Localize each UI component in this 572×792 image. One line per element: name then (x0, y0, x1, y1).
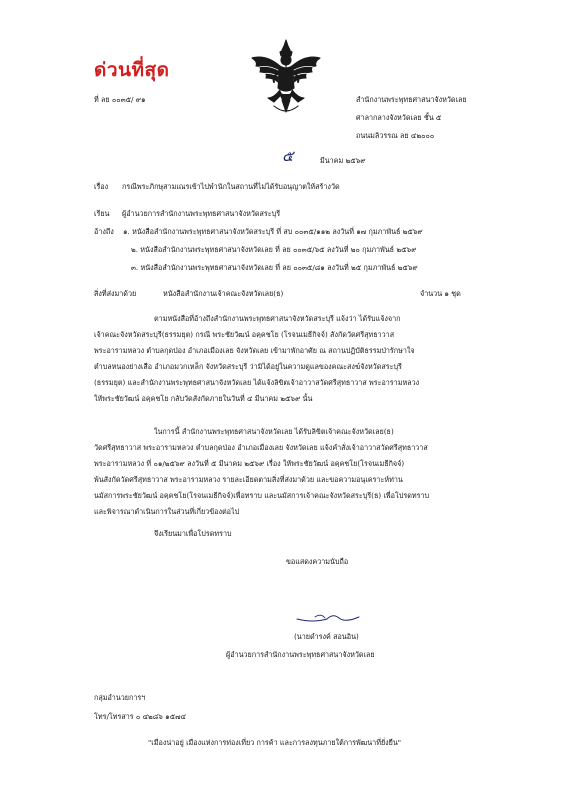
subject-text: กรณีพระภิกษุสามเณรเข้าไปพำนักในสถานที่ไม่ได้รับอนุญาตให้สร้างวัด (122, 182, 340, 191)
office-line-2: ศาลากลางจังหวัดเลย ชั้น ๕ (356, 113, 442, 122)
paragraph-line: และพิจารณาดำเนินการในส่วนที่เกี่ยวข้องต่อไป (94, 507, 240, 516)
document-number: ที่ ลย ๐๐๓๕/ ๙๑ (94, 95, 146, 104)
reference-item-2: ๒. หนังสือสำนักงานพระพุทธศาสนาจังหวัดเลย ที่ ลย ๐๐๓๕/๖๕ ลงวันที่ ๒๐ กุมภาพันธ์ ๒๕๖๙ (131, 245, 417, 254)
reference-item-3: ๓. หนังสือสำนักงานพระพุทธศาสนาจังหวัดเลย ที่ ลย ๐๐๓๕/๘๑ ลงวันที่ ๒๕ กุมภาพันธ์ ๒๕๖๙ (131, 263, 418, 272)
paragraph-line: (ธรรมยุต) และสำนักงานพระพุทธศาสนาจังหวัดเลย ได้แจ้งลิขิตเจ้าอาวาสวัดศรีสุทธาวาส พระอารามหลวง (94, 378, 420, 387)
body-paragraph-1 (94, 311, 482, 407)
office-line-3: ถนนมลิวรรณ ลย ๔๒๐๐๐ (356, 131, 435, 140)
paragraph-line: ให้พระชัยวัฒน์ อคฺคชโย กลับวัดสังกัดภายในวันที่ ๔ มีนาคม ๒๕๖๙ นั้น (94, 394, 313, 403)
paragraph-line: พระอารามหลวง ตำบลกุดป่อง อำเภอเมืองเลย จังหวัดเลย เข้ามาพักอาศัย ณ สถานปฏิบัติธรรมป่ารักษาใจ (94, 346, 415, 355)
reference-item-1: ๑. หนังสือสำนักงานพระพุทธศาสนาจังหวัดสระบุรี ที่ สบ ๐๐๓๕/๑๑๒ ลงวันที่ ๑๗ กุมภาพันธ์ ๒๕๖๙ (123, 227, 423, 236)
date-day-handwritten: ๕ (282, 147, 294, 165)
garuda-emblem-icon (244, 36, 328, 120)
office-line-1: สำนักงานพระพุทธศาสนาจังหวัดเลย (356, 95, 467, 104)
references-label: อ้างถึง (94, 227, 114, 236)
paragraph-line: ตำบลหนองย่างเสือ อำเภอมวกเหล็ก จังหวัดสระบุรี ว่ามิได้อยู่ในความดูแลของคณะสงฆ์จังหวัดสระบุรี (94, 362, 402, 371)
paragraph-line: พระอารามหลวง ที่ ๐๑/๒๕๖๙ ลงวันที่ ๕ มีนาคม ๒๕๖๙ เรื่อง ให้พระชัยวัฒน์ อคฺคชโย(โรจนเมธีกิจจ์) (94, 459, 405, 468)
signer-name: (นายดำรงค์ สอนอิน) (294, 632, 359, 641)
salutation: ขอแสดงความนับถือ (286, 557, 349, 566)
footer-slogan: "เมืองน่าอยู่ เมืองแห่งการท่องเที่ยว การค้า และการลงทุนภายใต้การพัฒนาที่ยั่งยืน" (148, 738, 402, 747)
recipient-label: เรียน (94, 209, 110, 218)
paragraph-line: พ้นสังกัดวัดศรีสุทธาวาส พระอารามหลวง รายละเอียดตามสิ่งที่ส่งมาด้วย และขอความอนุเคราะห์ท่าน (94, 475, 403, 484)
enclosure-quantity: จำนวน ๑ ชุด (420, 289, 461, 298)
recipient-text: ผู้อำนวยการสำนักงานพระพุทธศาสนาจังหวัดสระบุรี (122, 209, 281, 218)
enclosure-label: สิ่งที่ส่งมาด้วย (94, 289, 137, 298)
footer-department: กลุ่มอำนวยการฯ (94, 693, 146, 702)
paragraph-line: นมัสการพระชัยวัฒน์ อคฺคชโย(โรจนเมธีกิจจ์)เพื่อทราบ และนมัสการเจ้าคณะจังหวัดสระบุรี(ธ) เพื่อโปรดทราบ (94, 491, 430, 500)
paragraph-line: เจ้าคณะจังหวัดสระบุรี(ธรรมยุต) กรณี พระชัยวัฒน์ อคฺคชโย (โรจนเมธีกิจจ์) สังกัดวัดศรีสุทธาวาส (94, 330, 395, 339)
date-month-year: มีนาคม ๒๕๖๙ (320, 156, 366, 165)
body-paragraph-2 (94, 424, 482, 520)
signer-position: ผู้อำนวยการสำนักงานพระพุทธศาสนาจังหวัดเลย (226, 650, 375, 659)
paragraph-line: ในการนี้ สำนักงานพระพุทธศาสนาจังหวัดเลย ได้รับลิขิตเจ้าคณะจังหวัดเลย(ธ) (154, 427, 394, 436)
urgency-stamp: ด่วนที่สุด (94, 59, 170, 81)
paragraph-line: ตามหนังสือที่อ้างถึงสำนักงานพระพุทธศาสนาจังหวัดสระบุรี แจ้งว่า ได้รับแจ้งจาก (154, 314, 401, 323)
enclosure-text: หนังสือสำนักงานเจ้าคณะจังหวัดเลย(ธ) (163, 289, 284, 298)
subject-label: เรื่อง (94, 182, 109, 191)
closing-request: จึงเรียนมาเพื่อโปรดทราบ (154, 529, 232, 538)
paragraph-line: วัดศรีสุทธาวาส พระอารามหลวง ตำบลกุดป่อง อำเภอเมืองเลย จังหวัดเลย แจ้งคำสั่งเจ้าอาวาสวัดศรีสุทธาวาส (94, 443, 428, 452)
footer-phone: โทร/โทรสาร ๐ ๔๒๘๖ ๑๕๗๔ (94, 712, 186, 721)
handwritten-signature (293, 609, 363, 629)
